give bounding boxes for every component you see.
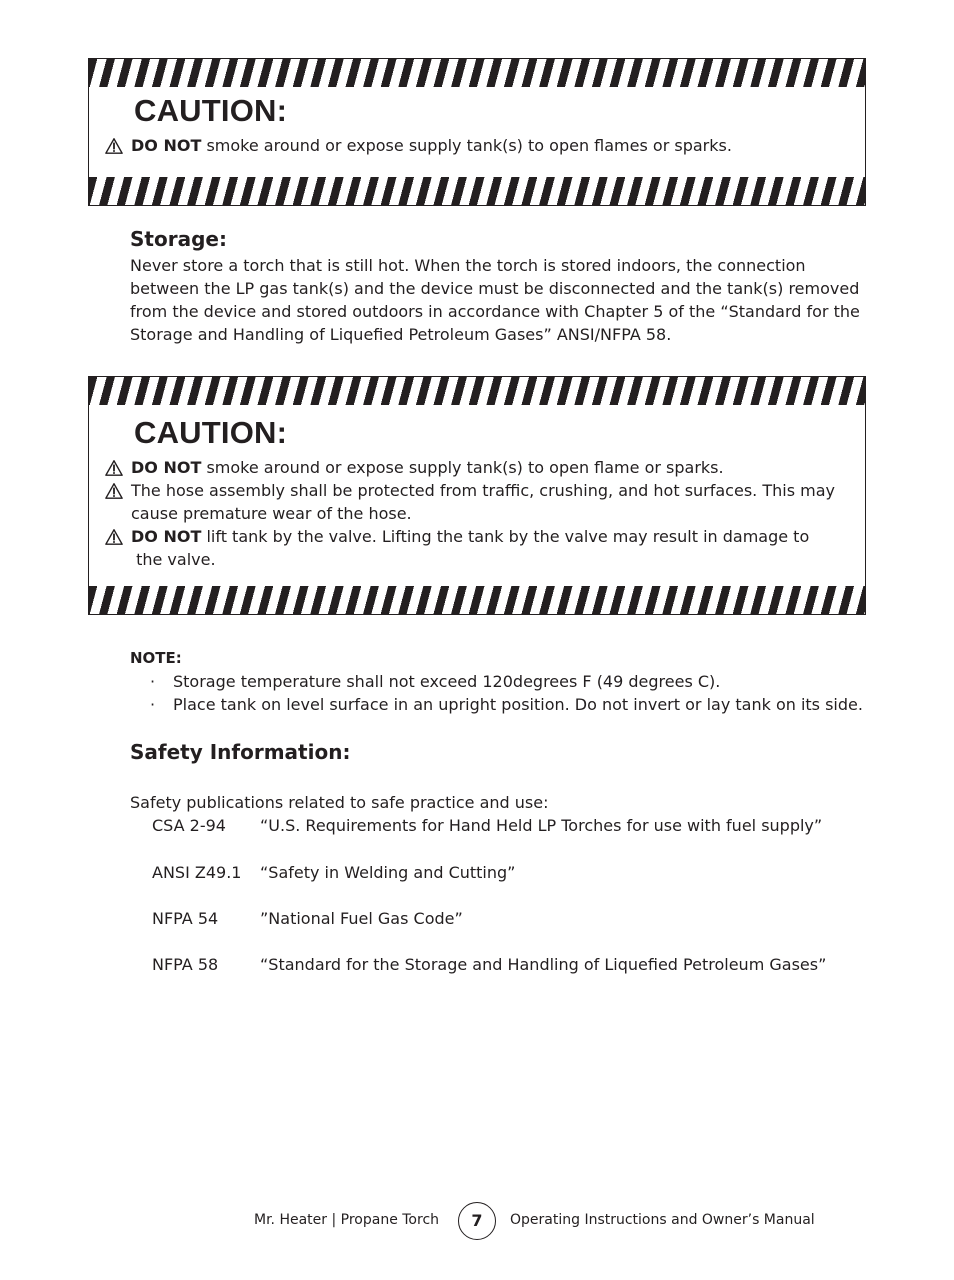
storage-line: from the device and stored outdoors in accordance with Chapter 5 of the “Standard for the: [130, 302, 860, 321]
publication-title: “Standard for the Storage and Handling of Liquefied Petroleum Gases”: [260, 955, 827, 974]
publication-row: [152, 907, 463, 930]
safety-heading: Safety Information:: [130, 740, 351, 764]
page-number: 7: [458, 1202, 496, 1240]
do-not-label: DO NOT: [131, 458, 202, 477]
caution-text: smoke around or expose supply tank(s) to open flames or sparks.: [201, 136, 732, 155]
caution-box-1: [88, 58, 866, 206]
note-bullet: [150, 693, 863, 716]
warning-triangle-icon: [105, 528, 123, 546]
warning-triangle-icon: [105, 482, 123, 500]
bullet-dot-icon: ·: [150, 695, 156, 714]
footer-right: Operating Instructions and Owner’s Manual: [510, 1212, 815, 1228]
publication-code: ANSI Z49.1: [152, 863, 242, 882]
publication-title: ”National Fuel Gas Code”: [260, 909, 463, 928]
caution-text: lift tank by the valve. Lifting the tank by the valve may result in damage to: [201, 527, 810, 546]
note-bullet-text: Storage temperature shall not exceed 120degrees F (49 degrees C).: [173, 672, 721, 691]
caution-text: The hose assembly shall be protected from traffic, crushing, and hot surfaces. This may: [131, 481, 835, 500]
note-heading: NOTE:: [130, 649, 182, 667]
caution-text-continued: cause premature wear of the hose.: [131, 504, 412, 523]
hazard-stripes-bottom: [89, 177, 865, 205]
note-bullet-text: Place tank on level surface in an upright position. Do not invert or lay tank on its side.: [173, 695, 863, 714]
safety-intro: Safety publications related to safe practice and use:: [130, 793, 549, 812]
caution-text-continued: the valve.: [131, 550, 216, 569]
do-not-label: DO NOT: [131, 527, 202, 546]
publication-title: “Safety in Welding and Cutting”: [260, 863, 516, 882]
caution-box-2: [88, 376, 866, 615]
hazard-stripes-top: [89, 59, 865, 87]
storage-heading: Storage:: [130, 227, 227, 251]
caution-title: CAUTION:: [134, 93, 288, 128]
storage-paragraph: [130, 254, 890, 346]
publication-code: CSA 2-94: [152, 816, 226, 835]
do-not-label: DO NOT: [131, 136, 202, 155]
caution-item: [105, 525, 855, 571]
publication-title: “U.S. Requirements for Hand Held LP Torches for use with fuel supply”: [260, 816, 823, 835]
warning-triangle-icon: [105, 137, 123, 155]
caution-item: [105, 134, 855, 157]
caution-item: [105, 456, 855, 479]
note-bullet: [150, 670, 720, 693]
publication-row: [152, 861, 515, 884]
hazard-stripes-bottom: [89, 586, 865, 614]
storage-line: between the LP gas tank(s) and the device must be disconnected and the tank(s) removed: [130, 279, 860, 298]
caution-text: smoke around or expose supply tank(s) to open flame or sparks.: [201, 458, 724, 477]
publication-row: [152, 814, 822, 837]
publication-row: [152, 953, 826, 976]
storage-line: Never store a torch that is still hot. When the torch is stored indoors, the connection: [130, 256, 806, 275]
publication-code: NFPA 58: [152, 955, 219, 974]
storage-line: Storage and Handling of Liquefied Petroleum Gases” ANSI/NFPA 58.: [130, 325, 672, 344]
warning-triangle-icon: [105, 459, 123, 477]
caution-title: CAUTION:: [134, 415, 288, 450]
caution-item: [105, 479, 855, 525]
hazard-stripes-top: [89, 377, 865, 405]
publication-code: NFPA 54: [152, 909, 219, 928]
bullet-dot-icon: ·: [150, 672, 156, 691]
footer-left: Mr. Heater | Propane Torch: [254, 1212, 440, 1228]
